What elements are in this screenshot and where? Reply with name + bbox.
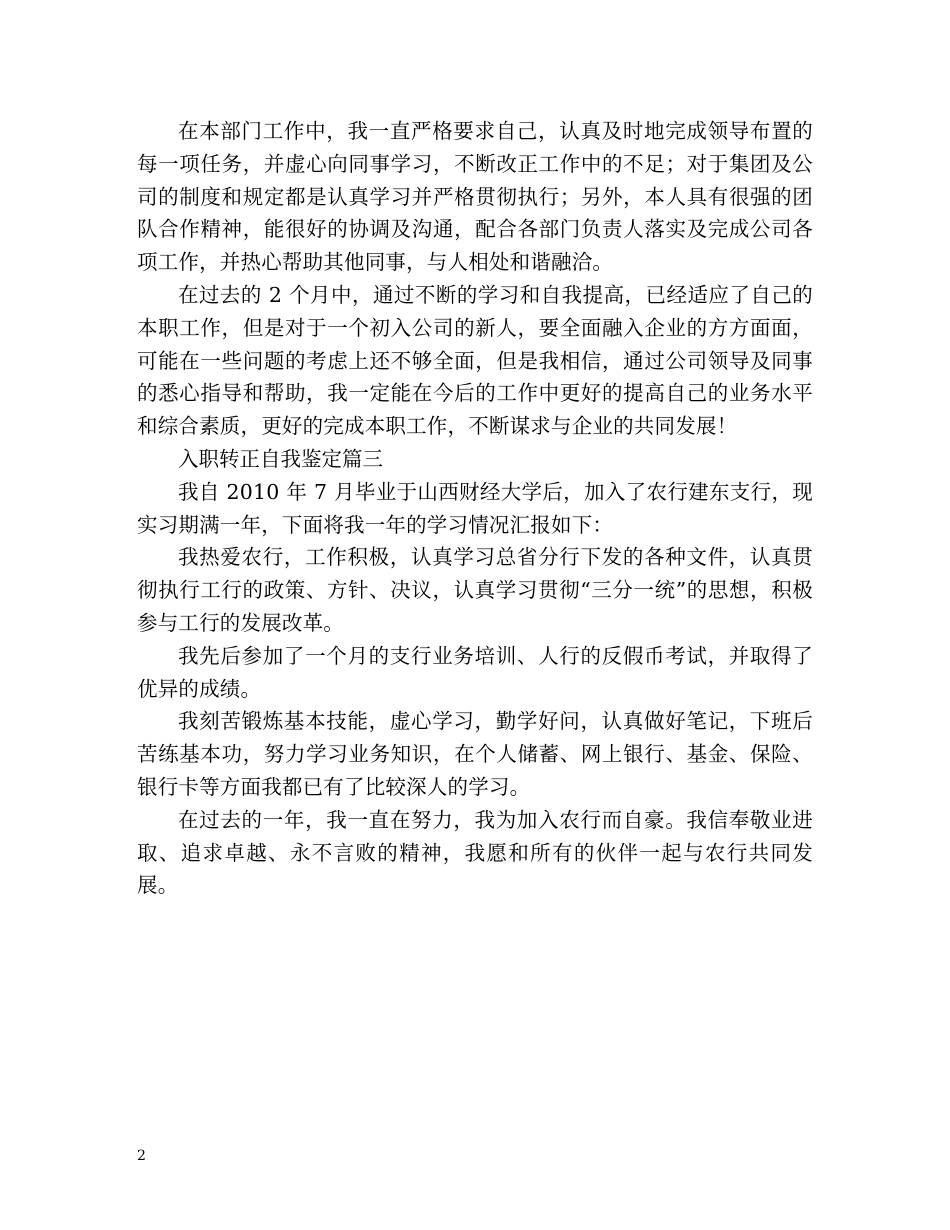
body-paragraph: 在过去的 2 个月中，通过不断的学习和自我提高，已经适应了自己的本职工作，但是对于一个初入公司的新人，要全面融入企业的方方面面，可能在一些问题的考虑上还不够全面，但是我相信，通过公司领导及同事的悉心指导和帮助，我一定能在今后的工作中更好的提高自己的业务水平和综合素质，更好的完成本职工作，不断谋求与企业的共同发展！ bbox=[137, 282, 813, 439]
section-heading: 入职转正自我鉴定篇三 bbox=[178, 446, 383, 471]
body-paragraph: 在本部门工作中，我一直严格要求自己，认真及时地完成领导布置的每一项任务，并虚心向同事学习，不断改正工作中的不足；对于集团及公司的制度和规定都是认真学习并严格贯彻执行；另外，本人具有很强的团队合作精神，能很好的协调及沟通，配合各部门负责人落实及完成公司各项工作，并热心帮助其他同事，与人相处和谐融洽。 bbox=[137, 119, 813, 275]
body-paragraph: 我自 2010 年 7 月毕业于山西财经大学后，加入了农行建东支行，现实习期满一年，下面将我一年的学习情况汇报如下： bbox=[137, 479, 813, 537]
body-paragraph: 我刻苦锻炼基本技能，虚心学习，勤学好问，认真做好笔记，下班后苦练基本功，努力学习业务知识，在个人储蓄、网上银行、基金、保险、银行卡等方面我都已有了比较深人的学习。 bbox=[137, 709, 813, 799]
document-body bbox=[137, 115, 813, 902]
body-paragraph: 在过去的一年，我一直在努力，我为加入农行而自豪。我信奉敬业进取、追求卓越、永不言败的精神，我愿和所有的伙伴一起与农行共同发展。 bbox=[137, 807, 813, 898]
page-number: 2 bbox=[137, 1148, 146, 1164]
body-paragraph: 我热爱农行，工作积极，认真学习总省分行下发的各种文件，认真贯彻执行工行的政策、方针、决议，认真学习贯彻“三分一统”的思想，积极参与工行的发展改革。 bbox=[137, 545, 813, 635]
body-paragraph: 我先后参加了一个月的支行业务培训、人行的反假币考试，并取得了优异的成绩。 bbox=[137, 643, 813, 701]
